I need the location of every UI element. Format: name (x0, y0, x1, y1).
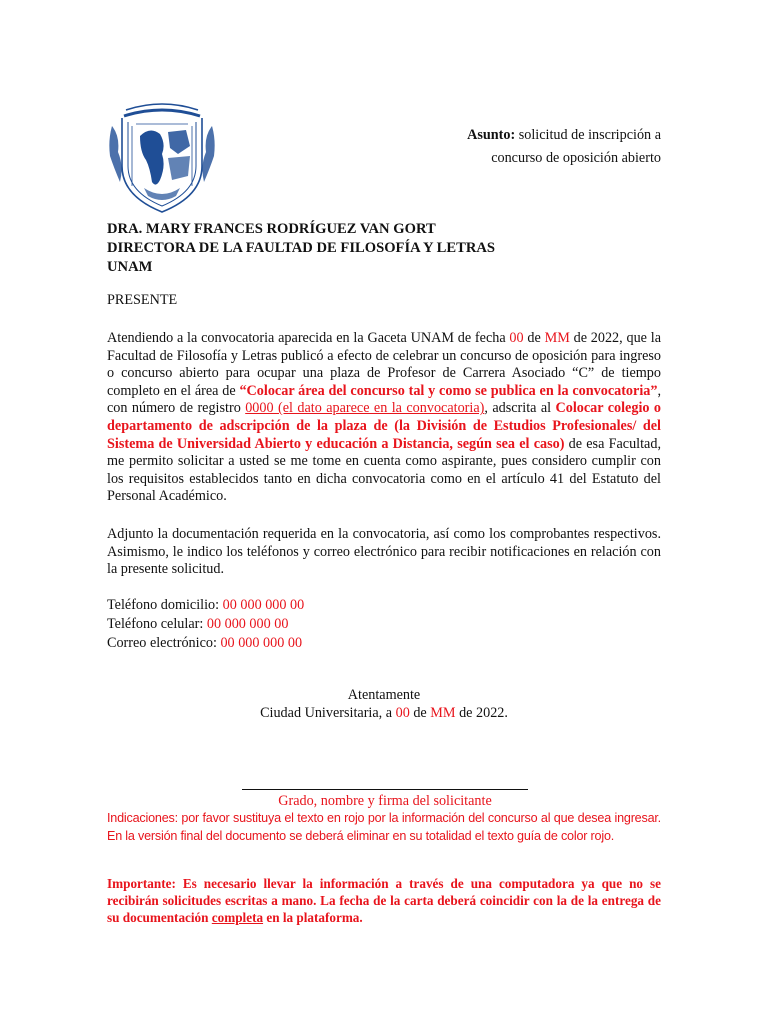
signature-line (242, 789, 528, 790)
paragraph-request (107, 330, 661, 506)
salutation: PRESENTE (107, 292, 178, 308)
cell-phone-value: 00 000 000 00 (206, 616, 289, 632)
closing-block (107, 686, 661, 722)
cell-phone-label: Teléfono celular: (107, 616, 207, 632)
closing-text-2: de (409, 705, 431, 721)
subject-line-1 (467, 124, 661, 147)
contact-block (107, 596, 304, 653)
subject-label: Asunto: (467, 127, 516, 143)
p1-colegio-placeholder: Colocar colegio o departamento de adscripción de la plaza de (la División de Estudios Profesionales/ del Sistema de Universidad Abierto y educación a Distancia, según sea el caso) (107, 400, 661, 452)
home-phone-value: 00 000 000 00 (222, 597, 305, 613)
home-phone-line (107, 596, 304, 615)
cell-phone-line (107, 615, 304, 634)
important-text-2: en la plataforma. (263, 910, 363, 925)
important-text-1: Importante: Es necesario llevar la información a través de una computadora ya que no se recibirán solicitudes escritas a mano. La fecha de la carta deberá coincidir con la de la entrega de su documentación (107, 876, 661, 925)
paragraph-attachments: Adjunto la documentación requerida en la convocatoria, así como los comprobantes respectivos. Asimismo, le indico los teléfonos y correo electrónico para recibir notificaciones en relación con la presente solicitud. (107, 526, 661, 578)
p1-area-placeholder: “Colocar área del concurso tal y como se publica en la convocatoria” (239, 382, 658, 399)
instructions-note: Indicaciones: por favor sustituya el texto en rojo por la información del concurso al que desea ingresar. En la versión final del documento se deberá eliminar en su totalidad el texto guía de color rojo. (107, 811, 661, 843)
subject-text-2: concurso de oposición abierto (491, 150, 661, 166)
closing-atentamente: Atentamente (347, 687, 421, 703)
p1-text-5: , adscrita al (484, 400, 556, 417)
p1-text-2: de (523, 330, 545, 346)
subject-block (467, 124, 661, 170)
addressee-name: DRA. MARY FRANCES RODRÍGUEZ VAN GORT (107, 221, 436, 237)
addressee-block (107, 220, 495, 277)
subject-text-1: solicitud de inscripción a (515, 127, 661, 143)
p1-registro-placeholder: 0000 (el dato aparece en la convocatoria) (245, 400, 485, 417)
signature-label: Grado, nombre y firma del solicitante (278, 793, 492, 809)
p1-day-placeholder: 00 (509, 330, 524, 346)
email-value: 00 000 000 00 (220, 635, 303, 651)
unam-coat-of-arms-icon (106, 96, 218, 216)
important-note (107, 875, 661, 926)
p1-text-6: de esa Facultad, me permito solicitar a usted se me tome en cuenta como aspirante, pues considero cumplir con los requisitos establecidos tanto en dicha convocatoria como en el artículo 41 del Estatuto del Personal Académico. (107, 435, 661, 505)
closing-text-3: de 2022. (455, 705, 508, 721)
p1-text-1: Atendiendo a la convocatoria aparecida en la Gaceta UNAM de fecha (107, 330, 510, 346)
addressee-institution: UNAM (107, 259, 153, 275)
email-line (107, 634, 304, 653)
closing-day-placeholder: 00 (395, 705, 410, 721)
closing-place-date (107, 704, 661, 722)
closing-place: Ciudad Universitaria, a (260, 705, 396, 721)
addressee-title: DIRECTORA DE LA FAULTAD DE FILOSOFÍA Y LETRAS (107, 240, 496, 256)
p1-text-3: de 2022, que la Facultad de Filosofía y Letras publicó a efecto de celebrar un concurso de oposición para ingreso o concurso abierto para ocupar una plaza de Profesor de Carrera Asociado “C” de tiempo completo en el área de (107, 330, 661, 399)
closing-month-placeholder: MM (430, 705, 456, 721)
email-label: Correo electrónico: (107, 635, 221, 651)
important-completa: completa (211, 910, 264, 925)
p1-text-4: , con número de registro (107, 382, 662, 417)
home-phone-label: Teléfono domicilio: (107, 597, 223, 613)
p1-month-placeholder: MM (544, 330, 570, 346)
